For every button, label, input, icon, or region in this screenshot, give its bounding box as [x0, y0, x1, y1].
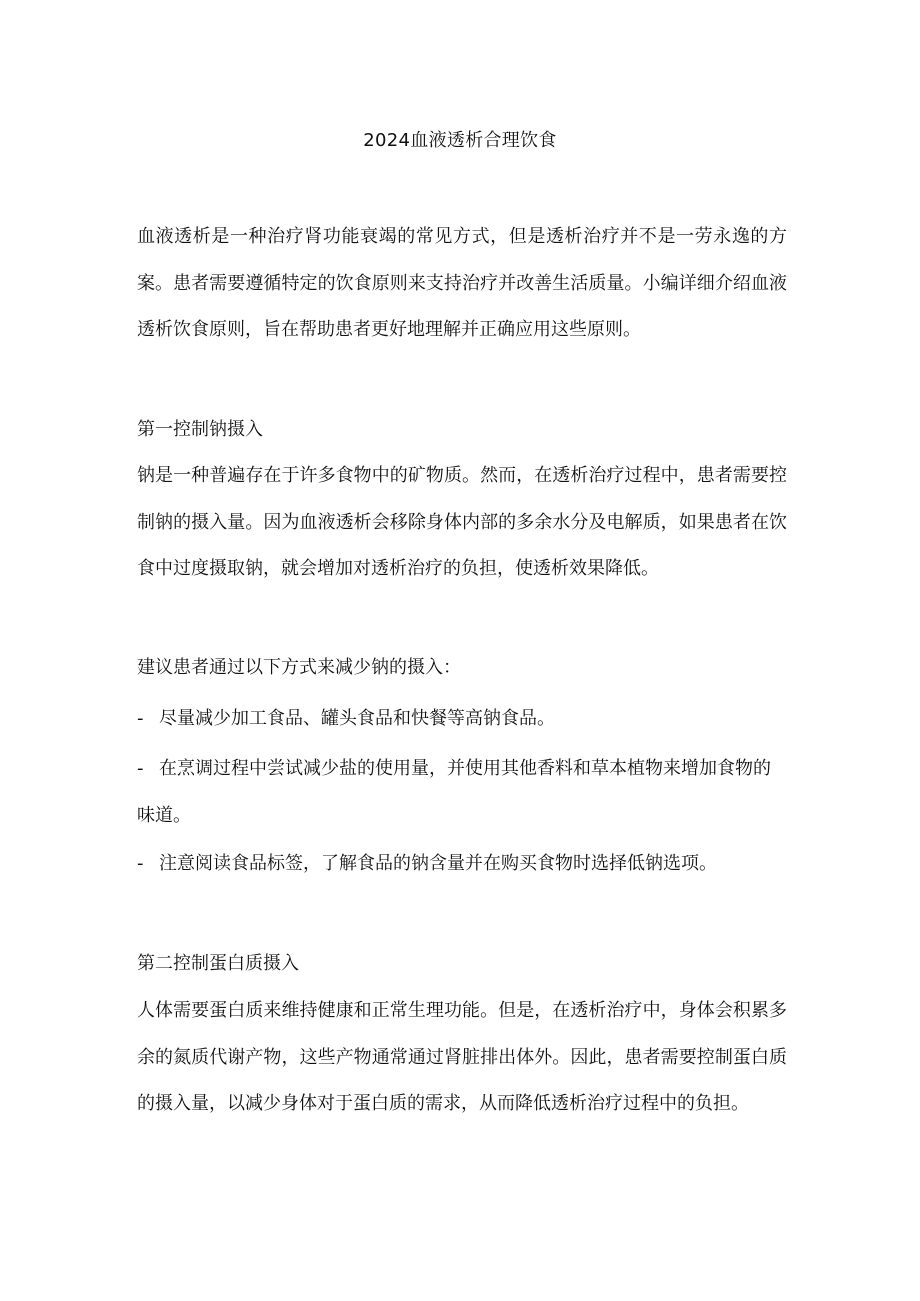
section1-advice-intro: 建议患者通过以下方式来减少钠的摄入：	[137, 657, 461, 678]
document-title: 2024血液透析合理饮食	[363, 130, 557, 151]
bullet-marker: -	[137, 708, 144, 729]
bullet-text: 注意阅读食品标签，了解食品的钠含量并在购买食物时选择低钠选项。	[159, 853, 717, 874]
list-item	[137, 746, 787, 839]
list-item	[137, 841, 787, 888]
section2-body: 人体需要蛋白质来维持健康和正常生理功能。但是，在透析治疗中，身体会积累多余的氮质代谢产物，这些产物通常通过肾脏排出体外。因此，患者需要控制蛋白质的摄入量，以减少身体对于蛋白质的需求，从而降低透析治疗过程中的负担。	[137, 1000, 787, 1114]
section1-heading: 第一控制钠摄入	[137, 419, 263, 440]
bullet-marker: -	[137, 758, 144, 779]
bullet-marker: -	[137, 853, 144, 874]
section2-heading: 第二控制蛋白质摄入	[137, 953, 299, 974]
intro-paragraph: 血液透析是一种治疗肾功能衰竭的常见方式，但是透析治疗并不是一劳永逸的方案。患者需要遵循特定的饮食原则来支持治疗并改善生活质量。小编详细介绍血液透析饮食原则，旨在帮助患者更好地理解并正确应用这些原则。	[137, 226, 787, 340]
bullet-text: 在烹调过程中尝试减少盐的使用量，并使用其他香料和草本植物来增加食物的味道。	[137, 758, 771, 826]
list-item	[137, 696, 787, 743]
bullet-text: 尽量减少加工食品、罐头食品和快餐等高钠食品。	[159, 708, 555, 729]
section1-body: 钠是一种普遍存在于许多食物中的矿物质。然而，在透析治疗过程中，患者需要控制钠的摄入量。因为血液透析会移除身体内部的多余水分及电解质，如果患者在饮食中过度摄取钠，就会增加对透析治疗的负担，使透析效果降低。	[137, 465, 787, 579]
